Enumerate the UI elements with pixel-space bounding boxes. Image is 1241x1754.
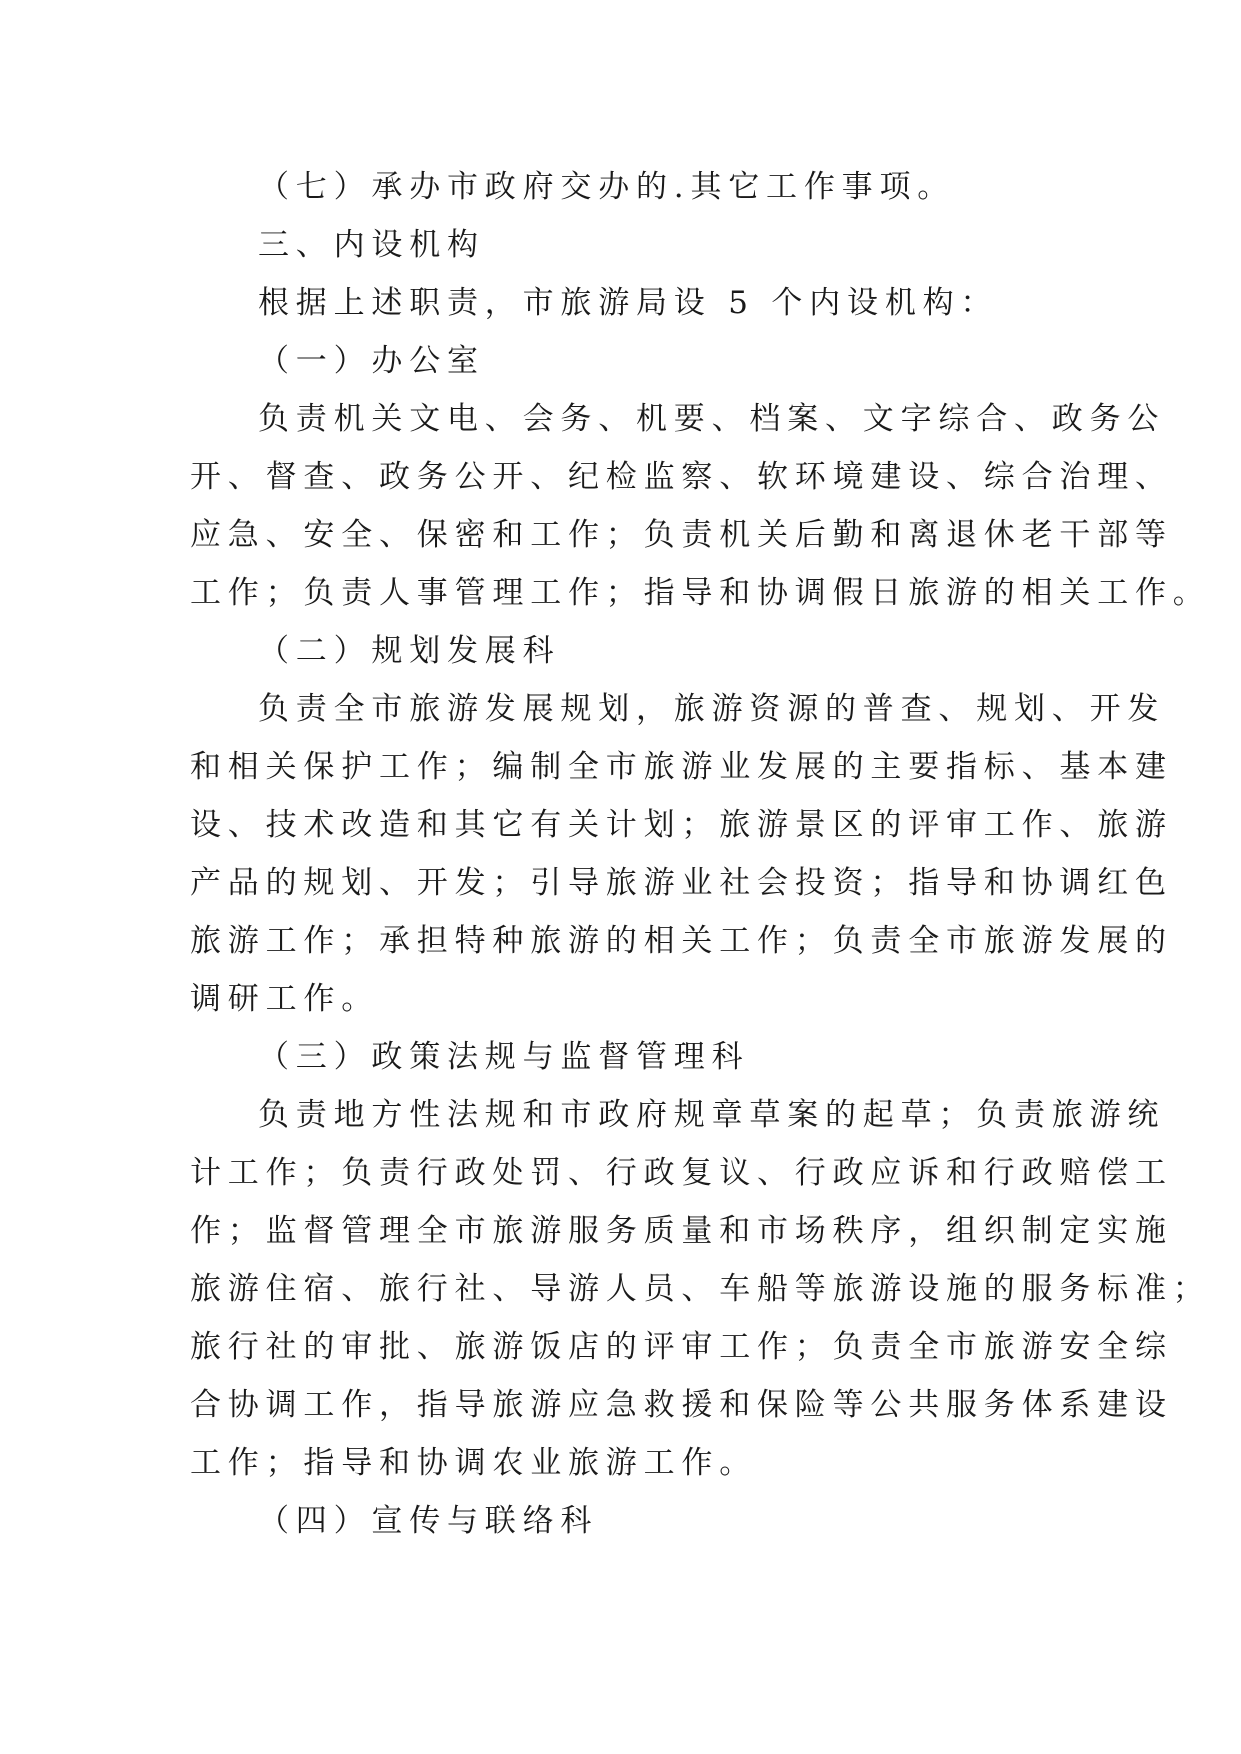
document-page bbox=[190, 158, 1211, 1550]
subsection-heading: （三）政策法规与监督管理科 bbox=[258, 1039, 750, 1075]
text-line: 应急、安全、保密和工作；负责机关后勤和离退休老干部等 bbox=[190, 517, 1173, 553]
text-line: 产品的规划、开发；引导旅游业社会投资；指导和协调红色 bbox=[190, 865, 1173, 901]
text-line: 旅行社的审批、旅游饭店的评审工作；负责全市旅游安全综 bbox=[190, 1329, 1173, 1365]
text-line: 作；监督管理全市旅游服务质量和市场秩序，组织制定实施 bbox=[190, 1213, 1173, 1249]
text-line: 和相关保护工作；编制全市旅游业发展的主要指标、基本建 bbox=[190, 749, 1173, 785]
text-line: 设、技术改造和其它有关计划；旅游景区的评审工作、旅游 bbox=[190, 807, 1173, 843]
text-line: 负责地方性法规和市政府规章草案的起草；负责旅游统 bbox=[258, 1097, 1166, 1133]
text-line: 合协调工作，指导旅游应急救援和保险等公共服务体系建设 bbox=[190, 1387, 1173, 1423]
section-heading: 三、内设机构 bbox=[258, 227, 485, 263]
text-line: 负责机关文电、会务、机要、档案、文字综合、政务公 bbox=[258, 401, 1166, 437]
text-line: 旅游住宿、旅行社、导游人员、车船等旅游设施的服务标准； bbox=[190, 1271, 1211, 1307]
text-line: 调研工作。 bbox=[190, 981, 379, 1017]
text-line: 工作；负责人事管理工作；指导和协调假日旅游的相关工作。 bbox=[190, 575, 1211, 611]
text-line: 负责全市旅游发展规划，旅游资源的普查、规划、开发 bbox=[258, 691, 1166, 727]
text-line: 根据上述职责，市旅游局设 5 个内设机构： bbox=[258, 285, 999, 321]
text-line: 工作；指导和协调农业旅游工作。 bbox=[190, 1445, 757, 1481]
subsection-heading: （二）规划发展科 bbox=[258, 633, 561, 669]
text-line: 开、督查、政务公开、纪检监察、软环境建设、综合治理、 bbox=[190, 459, 1173, 495]
text-line: 计工作；负责行政处罚、行政复议、行政应诉和行政赔偿工 bbox=[190, 1155, 1173, 1191]
subsection-heading: （一）办公室 bbox=[258, 343, 485, 379]
text-line: 旅游工作；承担特种旅游的相关工作；负责全市旅游发展的 bbox=[190, 923, 1173, 959]
text-line: （七）承办市政府交办的.其它工作事项。 bbox=[258, 169, 956, 205]
subsection-heading: （四）宣传与联络科 bbox=[258, 1503, 599, 1539]
